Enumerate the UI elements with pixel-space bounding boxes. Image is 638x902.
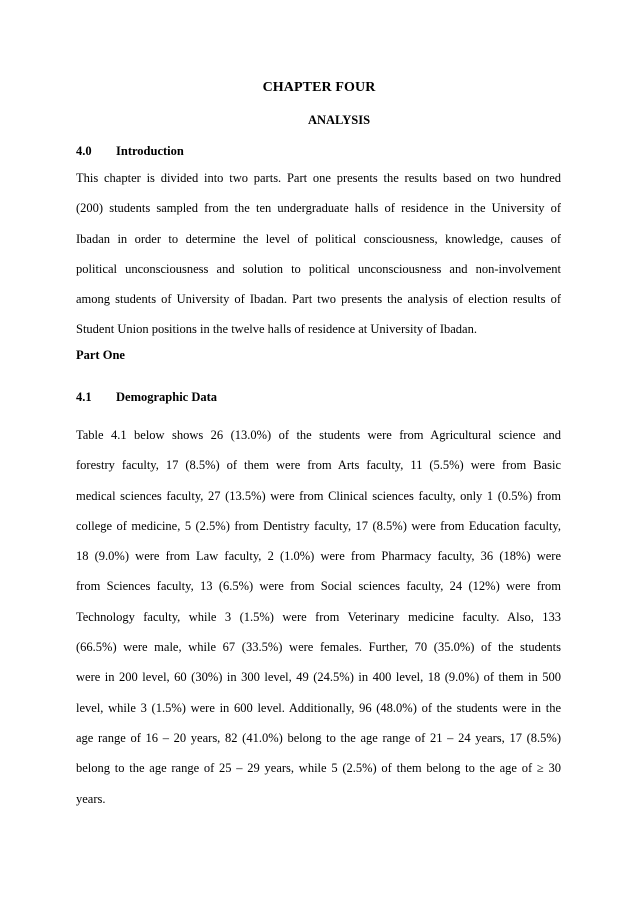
paragraph-line: Ibadan in order to determine the level of political consciousness, knowledge, causes of — [76, 231, 561, 246]
introduction-paragraph — [76, 163, 561, 345]
chapter-title: CHAPTER FOUR — [262, 80, 376, 95]
paragraph-line: belong to the age range of 25 – 29 years, while 5 (2.5%) of them belong to the age of ≥ 30 — [76, 761, 561, 776]
paragraph-line: level, while 3 (1.5%) were in 600 level. Additionally, 96 (48.0%) of the students were in the — [76, 700, 561, 715]
part-heading: Part One — [76, 348, 125, 362]
paragraph-line: 18 (9.0%) were from Law faculty, 2 (1.0%) were from Pharmacy faculty, 36 (18%) were — [76, 549, 561, 564]
section-title: Introduction — [116, 144, 184, 158]
paragraph-line: were in 200 level, 60 (30%) in 300 level, 49 (24.5%) in 400 level, 18 (9.0%) of them in 500 — [76, 670, 561, 685]
paragraph-line: from Sciences faculty, 13 (6.5%) were from Social sciences faculty, 24 (12%) were from — [76, 579, 561, 594]
section-heading-introduction — [76, 143, 184, 159]
paragraph-line: (66.5%) were male, while 67 (33.5%) were females. Further, 70 (35.0%) of the students — [76, 640, 561, 655]
paragraph-line: (200) students sampled from the ten undergraduate halls of residence in the University of — [76, 201, 561, 216]
paragraph-line: This chapter is divided into two parts. Part one presents the results based on two hundred — [76, 171, 561, 185]
section-title: Demographic Data — [116, 390, 218, 404]
paragraph-line: medical sciences faculty, 27 (13.5%) were from Clinical sciences faculty, only 1 (0.5%) from — [76, 488, 561, 503]
paragraph-line: age range of 16 – 20 years, 82 (41.0%) belong to the age range of 21 – 24 years, 17 (8.5%) — [76, 730, 561, 745]
section-number: 4.0 — [76, 144, 92, 158]
demographic-paragraph — [76, 420, 561, 814]
paragraph-line: Student Union positions in the twelve halls of residence at University of Ibadan. — [76, 322, 477, 337]
paragraph-line: Technology faculty, while 3 (1.5%) were from Veterinary medicine faculty. Also, 133 — [76, 609, 561, 624]
paragraph-line: political unconsciousness and solution to political unconsciousness and non-involvement — [76, 261, 561, 276]
paragraph-line: among students of University of Ibadan. Part two presents the analysis of election results of — [76, 292, 561, 307]
paragraph-line: Table 4.1 below shows 26 (13.0%) of the students were from Agricultural science and — [76, 428, 561, 442]
section-number: 4.1 — [76, 390, 92, 404]
paragraph-line: years. — [76, 791, 106, 806]
paragraph-line: forestry faculty, 17 (8.5%) of them were from Arts faculty, 11 (5.5%) were from Basic — [76, 458, 561, 473]
paragraph-line: college of medicine, 5 (2.5%) from Dentistry faculty, 17 (8.5%) were from Education faculty, — [76, 518, 561, 533]
section-heading-demographic-data — [76, 389, 217, 405]
chapter-subtitle: ANALYSIS — [307, 113, 371, 127]
